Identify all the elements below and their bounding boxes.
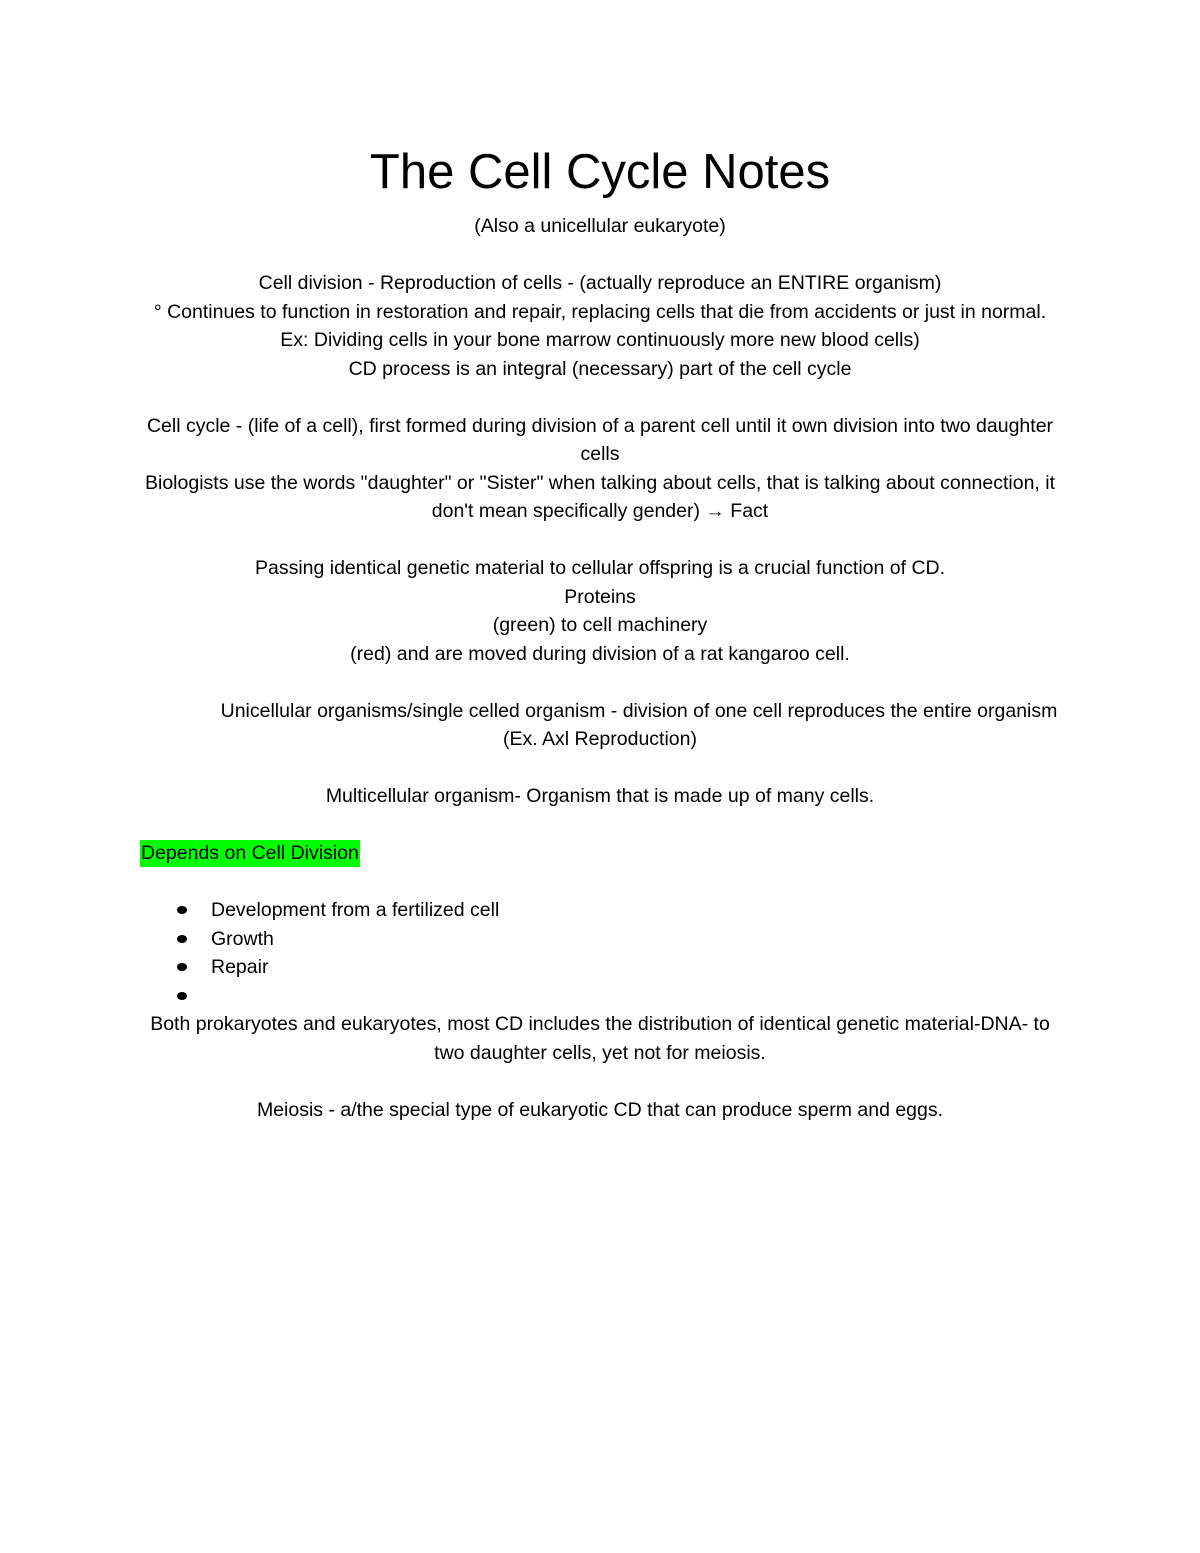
paragraph-line: Cell division - Reproduction of cells - (actually reproduce an ENTIRE organism) (258, 272, 942, 294)
meiosis-paragraph: Meiosis - a/the special type of eukaryotic CD that can produce sperm and eggs. (256, 1098, 944, 1121)
bullet-list (140, 896, 1060, 1010)
paragraph-line: Proteins (564, 585, 636, 608)
cell-division-section (140, 269, 1060, 383)
unicellular-paragraph: Unicellular organisms/single celled organism - division of one cell reproduces the entire organism (Ex. Axl Reproduction) (220, 699, 1058, 750)
paragraph-line: (red) and are moved during division of a rat kangaroo cell. (350, 642, 850, 665)
paragraph-line: ° Continues to function in restoration and repair, replacing cells that die from accidents or just in normal. (153, 300, 1047, 323)
multicellular-paragraph: Multicellular organism- Organism that is made up of many cells. (325, 785, 875, 807)
document-page (140, 140, 1060, 1124)
spacer (140, 241, 1060, 270)
spacer (140, 868, 1060, 897)
list-item (140, 925, 1060, 954)
bullet-icon (177, 906, 187, 914)
spacer (140, 1067, 1060, 1096)
paragraph-line: (green) to cell machinery (492, 614, 708, 636)
list-item-text: Development from a fertilized cell (211, 899, 500, 921)
highlight-heading-line (140, 839, 1060, 868)
list-item-text: Growth (211, 927, 274, 950)
document-subtitle: (Also a unicellular eukaryote) (474, 215, 726, 237)
paragraph-line: Biologists use the words "daughter" or "Sister" when talking about cells, that is talking about connection, it don't mean specifically gender) → Fact (144, 471, 1056, 522)
spacer (140, 754, 1060, 783)
spacer (140, 811, 1060, 840)
spacer (140, 668, 1060, 697)
spacer (140, 383, 1060, 412)
list-item (140, 896, 1060, 925)
paragraph-line: Ex: Dividing cells in your bone marrow continuously more new blood cells) (280, 329, 920, 351)
spacer (140, 526, 1060, 555)
bullet-icon (177, 935, 187, 943)
genetic-material-section (140, 554, 1060, 668)
cell-cycle-section (140, 412, 1060, 526)
list-item (140, 953, 1060, 982)
highlighted-heading: Depends on Cell Division (140, 840, 360, 867)
paragraph-line: CD process is an integral (necessary) part of the cell cycle (348, 357, 852, 380)
prokaryotes-paragraph: Both prokaryotes and eukaryotes, most CD includes the distribution of identical genetic material-DNA- to two daughter cells, yet not for meiosis. (150, 1013, 1050, 1064)
paragraph-line: Cell cycle - (life of a cell), first formed during division of a parent cell until it own division into two daughter cells (146, 414, 1054, 465)
list-item (140, 982, 1060, 1011)
bullet-icon (177, 992, 187, 1000)
paragraph-line: Passing identical genetic material to cellular offspring is a crucial function of CD. (254, 557, 946, 579)
list-item-text: Repair (211, 956, 269, 978)
bullet-icon (177, 963, 187, 971)
document-title: The Cell Cycle Notes (369, 145, 831, 199)
